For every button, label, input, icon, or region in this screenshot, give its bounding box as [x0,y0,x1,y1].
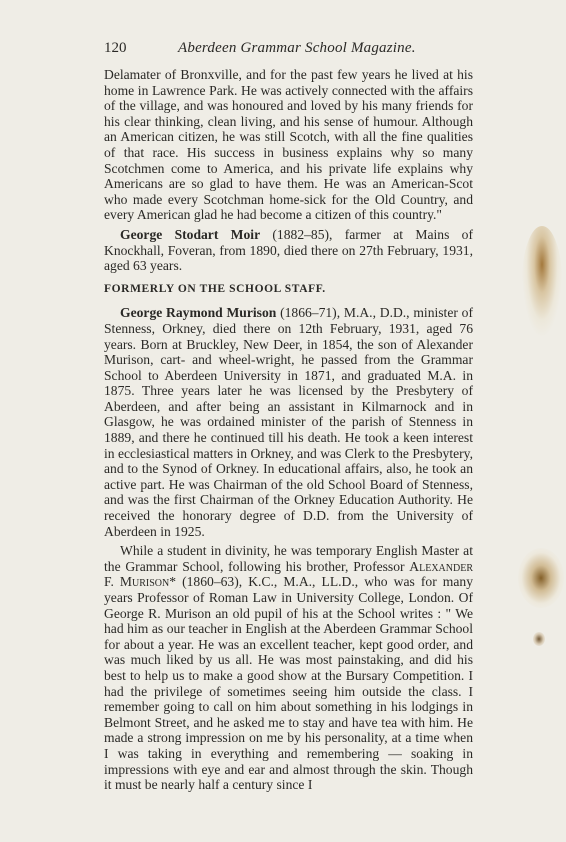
article-body [104,67,473,797]
obituary-name-murison: George Raymond Murison [120,305,277,321]
paragraph-murison-student [104,543,473,793]
section-heading: FORMERLY ON THE SCHOOL STAFF. [104,282,326,295]
running-title: Aberdeen Grammar School Magazine. [178,40,416,56]
student-text-rest: (1860–63), K.C., M.A., LL.D., who was for many years Professor of Roman Law in University College, London. Of George R. Murison an old pupil of his at the School writes : " We had him as our teacher in English at the Aberdeen Grammar School for about a year. He was an excellent teacher, kept good order, and was much liked by us all. He was most painstaking, and did his best to help us to make a good show at the Bursary Competition. I had the privilege of sometimes seeing him outside the class. I remember going to call on him about something in his lodgings in Belmont Street, and he asked me to stay and have tea with him. He made a strong impression on me by his personality, at a time when I was taking in everything and remembering — soaking in impressions with eye and ear and almost through the skin. Though it must be nearly half a century since I [104,574,473,793]
obituary-text-murison: (1866–71), M.A., D.D., minister of Stenness, Orkney, died there on 12th February, 1931, aged 76 years. Born at Bruckley, New Deer, in 1854, the son of Alexander Murison, cart- and wheel-wright, he passed from the Grammar School to Aberdeen University in 1871, and graduated M.A. in 1875. Three years later he was licensed by the Presbytery of Aberdeen, and after being an assistant in Kilmarnock and in Glasgow, he was ordained minister of the parish of Stenness in 1889, and there he continued till his death. He took a keen interest in ecclesiastical matters in Orkney, and was Clerk to the Presbytery, and to the Synod of Orkney. In educational affairs, also, he took an active part. He was Chairman of the old School Board of Stenness, and was the first Chairman of the Orkney Education Authority. He received the honorary degree of D.D. from the University of Aberdeen in 1925. [104,305,473,539]
foxing-stain [518,548,564,608]
obituary-name-moir: George Stodart Moir [120,226,261,242]
paragraph-delamater-obituary: Delamater of Bronxville, and for the past few years he lived at his home in Lawrence Park. He was actively connected with the affairs of the village, and was honoured and loved by his many friends for his clear thinking, clean living, and his sense of humour. Although an American citizen, he was still Scotch, with all the fine qualities of that race. His success in business explains why so many Scotchmen come to America, and his private life explains why Americans are so glad to have them. He was an American-Scot who made every Scotchman home-sick for the Old Country, and every American glad he had become a citizen of this country." [104,67,473,223]
brother-name-smallcaps: Alexander F. Murison* [104,558,473,590]
obituary-text-moir: (1882–85), farmer at Mains of Knockhall, Foveran, from 1890, died there on 27th February, 1931, aged 63 years. [104,226,473,274]
foxing-stain [533,632,545,646]
paragraph-moir-obituary [104,227,473,274]
student-text-intro: While a student in divinity, he was temporary English Master at the Grammar School, following his brother, Professor [104,543,473,574]
paragraph-murison-obituary [104,305,473,539]
page-header [104,40,474,60]
foxing-stain [522,226,562,336]
page-number: 120 [104,40,127,56]
